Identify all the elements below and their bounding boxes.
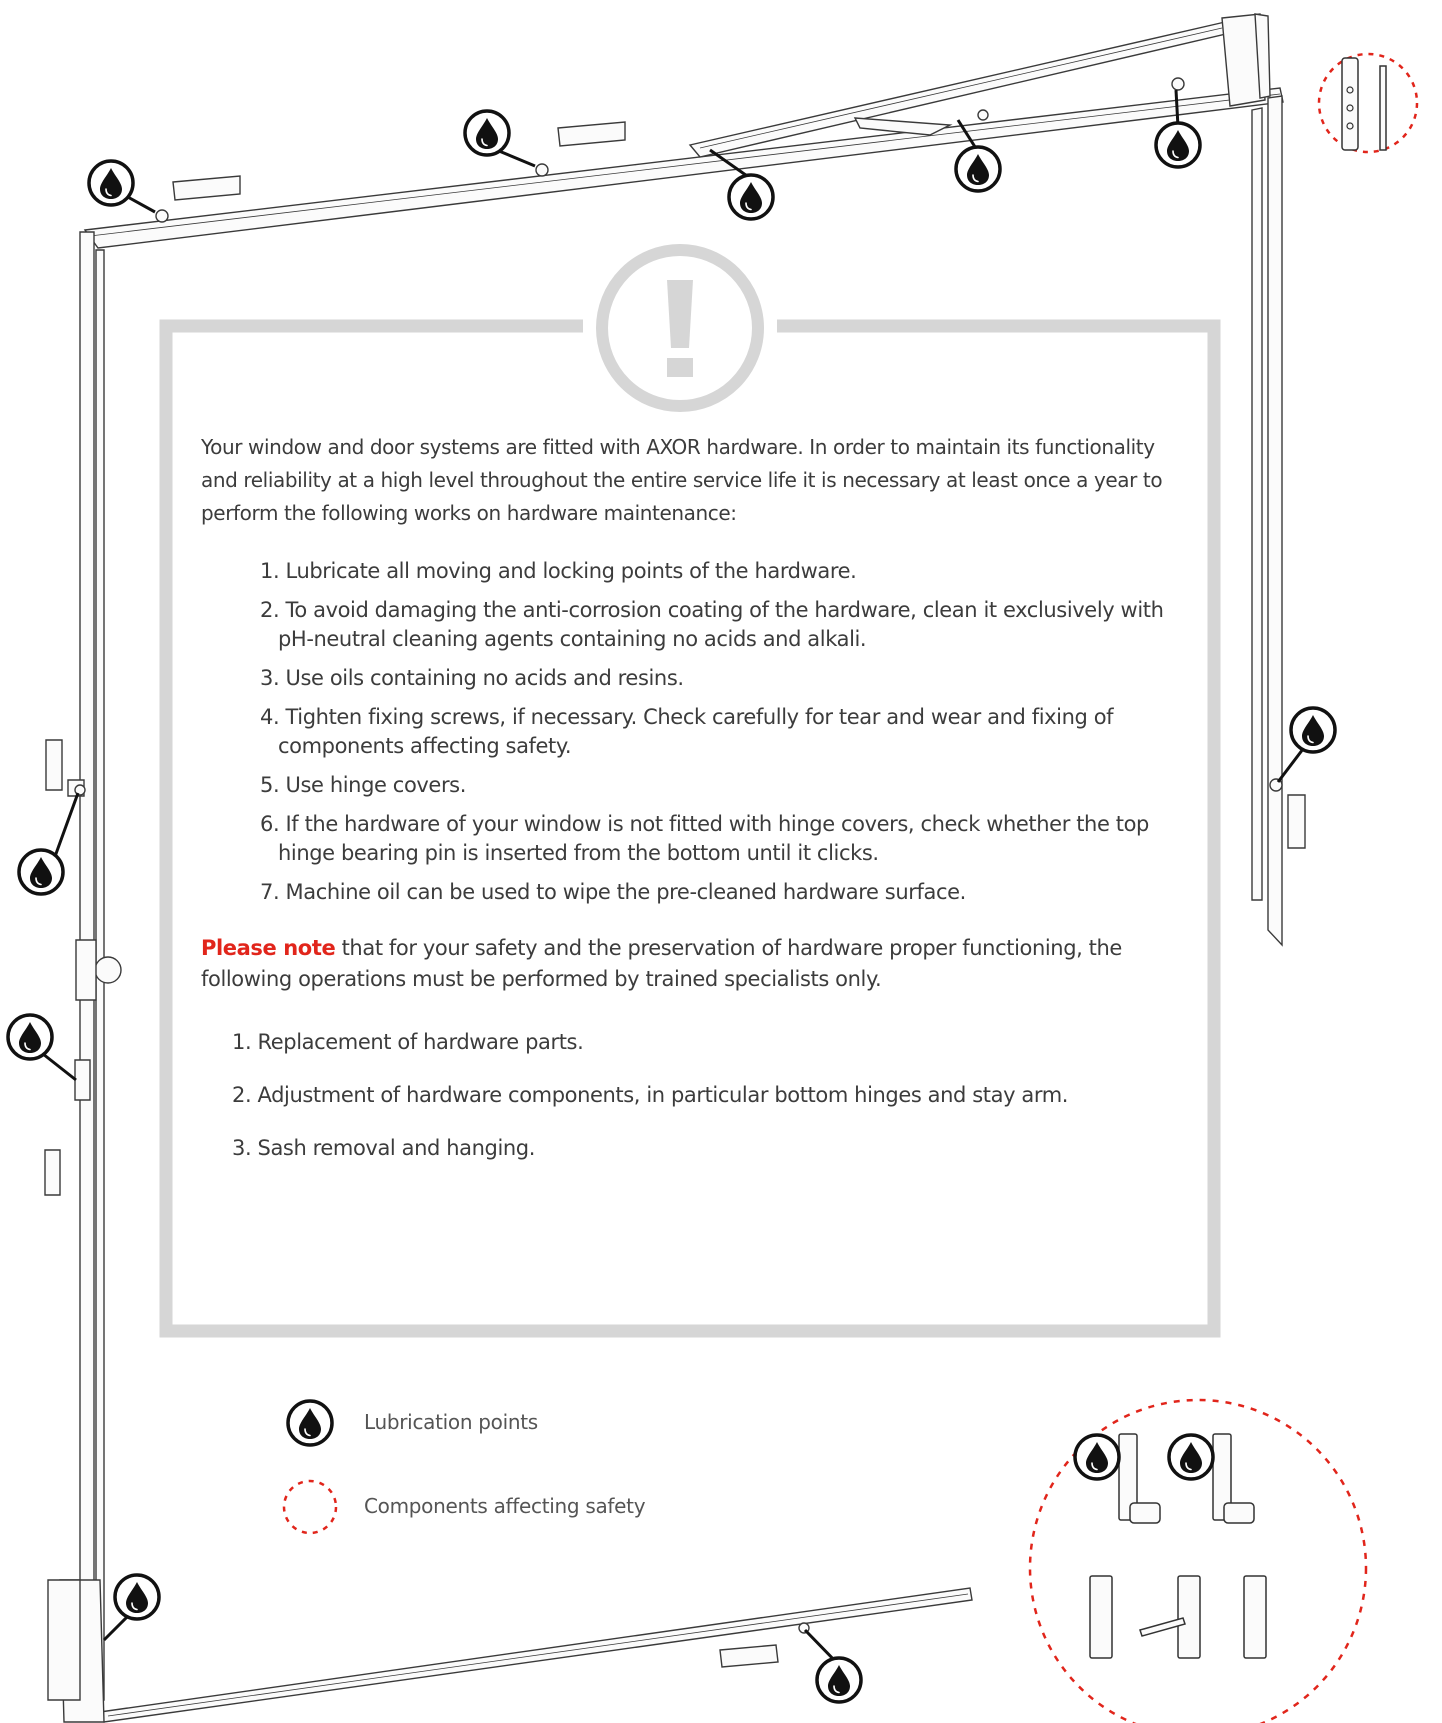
list-item: 3. Use oils containing no acids and resins.	[260, 666, 684, 690]
maintenance-notice	[201, 431, 1171, 1186]
oil-drop-icon	[115, 1575, 159, 1619]
list-item: 1. Lubricate all moving and locking points of the hardware.	[260, 559, 857, 583]
oil-drop-icon	[288, 1401, 332, 1445]
bottom-hinge-detail	[1030, 1400, 1366, 1723]
oil-drop-icon	[956, 147, 1000, 191]
oil-drop-icon	[1075, 1435, 1119, 1479]
intro-paragraph: Your window and door systems are fitted with AXOR hardware. In order to maintain its functionality and reliability at a high level throughout the entire service life it is necessary at least once a year to perform the following works on hardware maintenance:	[201, 435, 1163, 525]
exclamation-icon	[667, 280, 693, 377]
oil-drop-icon	[19, 850, 63, 894]
oil-drop-icon	[1169, 1435, 1213, 1479]
list-item: 7. Machine oil can be used to wipe the pre-cleaned hardware surface.	[260, 880, 966, 904]
list-item: 3. Sash removal and hanging.	[232, 1136, 535, 1160]
legend-safety-label: Components affecting safety	[364, 1494, 646, 1518]
oil-drop-icon	[465, 111, 509, 155]
list-item: 1. Replacement of hardware parts.	[232, 1030, 584, 1054]
oil-drop-icon	[1291, 708, 1335, 752]
note-lead: Please note	[201, 936, 336, 960]
list-item: 4. Tighten fixing screws, if necessary. Check carefully for tear and wear and fixing of components affecting safety.	[260, 705, 1114, 758]
specialist-steps	[201, 1027, 1171, 1163]
oil-drop-icon	[729, 175, 773, 219]
list-item: 5. Use hinge covers.	[260, 773, 466, 797]
oil-drop-icon	[817, 1658, 861, 1702]
maintenance-steps	[201, 557, 1171, 907]
top-hinge-detail	[1319, 54, 1417, 152]
list-item: 6. If the hardware of your window is not fitted with hinge covers, check whether the top hinge bearing pin is inserted from the bottom until it clicks.	[260, 812, 1149, 865]
note-text: that for your safety and the preservation of hardware proper functioning, the following operations must be performed by trained specialists only.	[201, 936, 1122, 991]
oil-drop-icon	[8, 1015, 52, 1059]
legend-lubrication-label: Lubrication points	[364, 1410, 538, 1434]
oil-drop-icon	[89, 161, 133, 205]
list-item: 2. To avoid damaging the anti-corrosion coating of the hardware, clean it exclusively with pH-neutral cleaning agents containing no acids and alkali.	[260, 598, 1164, 651]
list-item: 2. Adjustment of hardware components, in particular bottom hinges and stay arm.	[232, 1083, 1069, 1107]
note-paragraph	[201, 933, 1171, 995]
oil-drop-icon	[1156, 123, 1200, 167]
dashed-circle-icon	[284, 1481, 336, 1533]
